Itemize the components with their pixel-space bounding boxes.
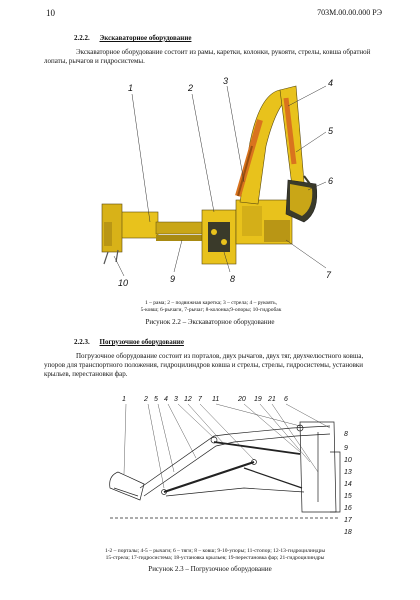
excavator-paragraph: Экскаваторное оборудование состоит из рамы, каретки, колонки, рукояти, стрелы, ковша обратной лопаты, рычагов и гидросистемы. xyxy=(44,48,371,65)
callout-12: 12 xyxy=(184,396,192,403)
frame-detail xyxy=(242,206,262,236)
figure-2-2-caption: Рисунок 2.2 – Экскаваторное оборудование xyxy=(145,318,275,326)
callout-2: 2 xyxy=(188,83,194,93)
callout-21: 21 xyxy=(268,396,276,403)
callout-1: 1 xyxy=(122,396,126,403)
callout-15: 15 xyxy=(344,493,352,500)
callout-7: 7 xyxy=(326,270,332,280)
callout-5: 5 xyxy=(154,396,158,403)
callout-18: 18 xyxy=(344,529,352,536)
page-number: 10 xyxy=(46,8,55,18)
column-bolt xyxy=(221,239,227,245)
callout-11: 11 xyxy=(212,396,220,403)
loader-callout-lines xyxy=(124,404,330,488)
callout-17: 17 xyxy=(344,517,352,524)
support-detail xyxy=(104,222,112,246)
callout-19: 19 xyxy=(254,396,262,403)
callout-2: 2 xyxy=(144,396,148,403)
section-heading-excavator xyxy=(74,34,191,42)
excavator-figure xyxy=(90,72,350,297)
callout-16: 16 xyxy=(344,505,352,512)
callout-8: 8 xyxy=(230,274,236,284)
document-code: 703М.00.00.000 РЭ xyxy=(317,8,382,17)
frame-detail xyxy=(264,220,290,242)
callout-13: 13 xyxy=(344,469,352,476)
boom-cylinder xyxy=(164,462,254,492)
loader-paragraph: Погрузочное оборудование состоит из порталов, двух рычагов, двух тяг, двухчелюстного ковша, упоров для транспортного положения, гидроцилиндров ковша и стрелы, стрелы, гидросистемы, установки крыльев, перестановки фар. xyxy=(44,352,364,378)
section-title: Погрузочное оборудование xyxy=(99,338,184,346)
callout-14: 14 xyxy=(344,481,352,488)
support-leg xyxy=(104,252,108,264)
column-body xyxy=(208,222,230,252)
section-number: 2.2.2. xyxy=(74,34,90,42)
legend-line: 5-ковш; 6-рычаги, 7-рычаг; 8-колонка;9-опоры; 10-гидробак xyxy=(140,307,282,313)
bucket-cylinder xyxy=(214,442,300,454)
hydraulic-tank xyxy=(118,212,158,238)
legend-line: 1-2 – порталы; 4-5 – рычаги; 6 – тяги; 8 – ковш; 9-10-упоры; 11-стопор; 12-13-гидроцилиндры xyxy=(104,548,326,554)
callout-10: 10 xyxy=(118,278,129,288)
loader-bucket xyxy=(110,472,144,500)
lower-frame xyxy=(166,488,304,496)
figure-2-3-caption: Рисунок 2.3 – Погрузочное оборудование xyxy=(148,565,272,573)
legend-line: 15-стрела; 17-гидросистема; 18-установка крыльев; 19-перестановка фар; 21-гидроцилиндры xyxy=(105,555,325,561)
callout-8: 8 xyxy=(344,431,348,438)
section-number: 2.2.3. xyxy=(74,338,90,346)
link-rod xyxy=(244,468,302,488)
loader-arm-lower xyxy=(144,434,330,496)
bucket-edge xyxy=(114,488,138,496)
callout-7: 7 xyxy=(198,396,202,403)
callout-6: 6 xyxy=(284,396,288,403)
callout-4: 4 xyxy=(164,396,168,403)
callout-5: 5 xyxy=(328,126,334,136)
excavator-legend xyxy=(86,300,336,314)
callout-6: 6 xyxy=(328,176,334,186)
callout-3: 3 xyxy=(174,396,178,403)
callout-4: 4 xyxy=(328,78,334,88)
loader-legend xyxy=(60,548,370,562)
callout-9: 9 xyxy=(170,274,176,284)
callout-9: 9 xyxy=(344,445,348,452)
callout-1: 1 xyxy=(128,83,134,93)
loader-figure xyxy=(104,392,354,542)
column-bolt xyxy=(211,229,217,235)
callout-10: 10 xyxy=(344,457,352,464)
section-heading-loader xyxy=(74,338,184,346)
callout-20: 20 xyxy=(238,396,246,403)
legend-line: 1 – рама; 2 – подвижная каретка; 3 – стрела; 4 – рукоять, xyxy=(145,300,277,306)
section-title: Экскаваторное оборудование xyxy=(99,34,192,42)
callout-3: 3 xyxy=(223,76,229,86)
